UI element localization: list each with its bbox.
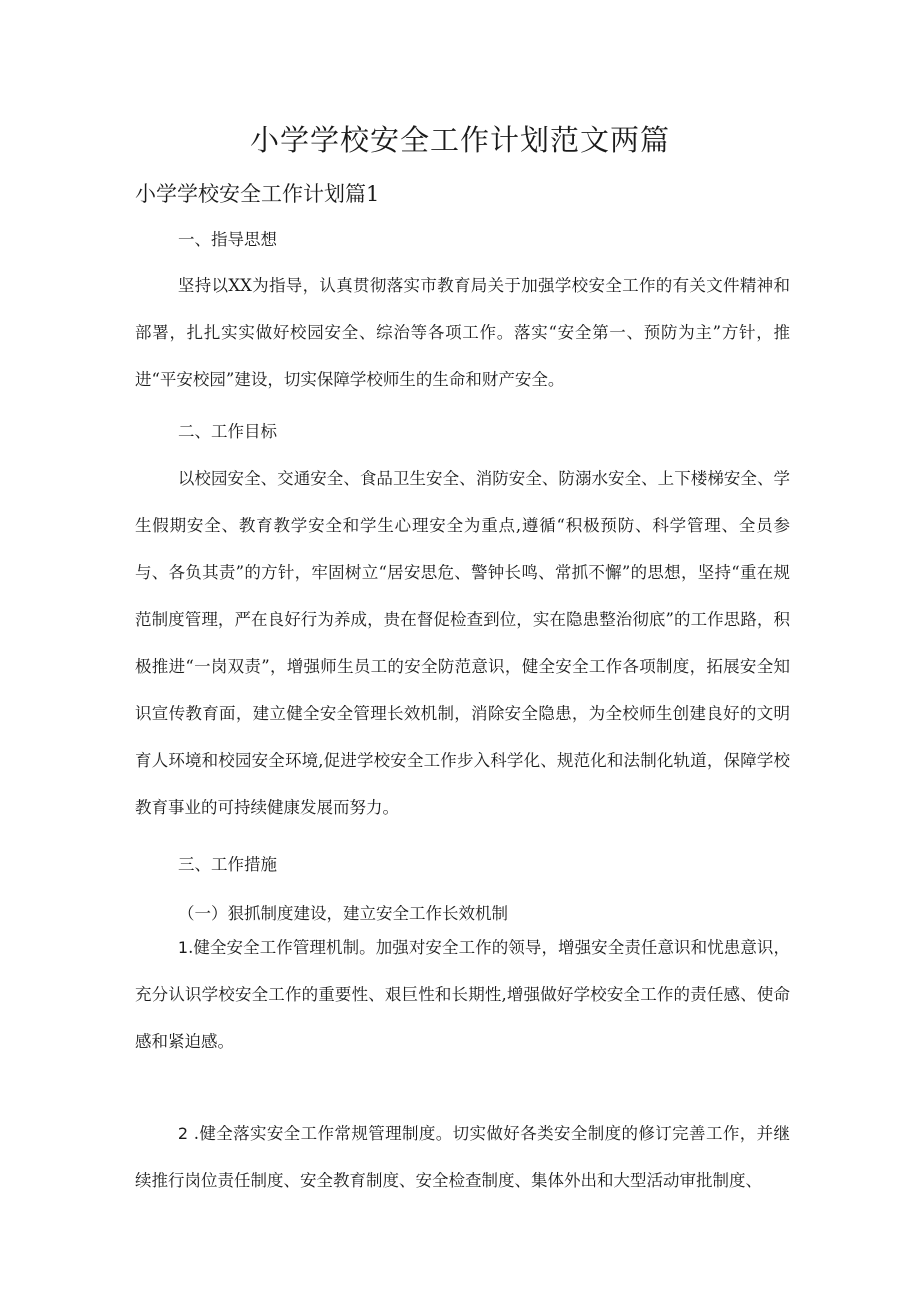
section-paragraph-guiding-ideology: 坚持以XX为指导，认真贯彻落实市教育局关于加强学校安全工作的有关文件精神和部署，扎扎实实做好校园安全、综治等各项工作。落实“安全第一、预防为主”方针，推进“平安校园”建设，切实保障学校师生的生命和财产安全。	[135, 276, 790, 389]
section-paragraph-work-goals: 以校园安全、交通安全、食品卫生安全、消防安全、防溺水安全、上下楼梯安全、学生假期安全、教育教学安全和学生心理安全为重点,遵循“积极预防、科学管理、全员参与、各负其责”的方针，牢固树立“居安思危、警钟长鸣、常抓不懈”的思想，坚持“重在规范制度管理，严在良好行为养成，贵在督促检查到位，实在隐患整治彻底”的工作思路，积极推进“一岗双责”，增强师生员工的安全防范意识，健全安全工作各项制度，拓展安全知识宣传教育面，建立健全安全管理长效机制，消除安全隐患，为全校师生创建良好的文明育人环境和校园安全环境,促进学校安全工作步入科学化、规范化和法制化轨道，保障学校教育事业的可持续健康发展而努力。	[135, 469, 790, 817]
section-heading-work-goals: 二、工作目标	[178, 422, 277, 441]
list-item-2	[135, 1110, 790, 1204]
list-item-1-number: 1	[177, 938, 189, 957]
section-heading-work-measures: 三、工作措施	[178, 855, 277, 874]
list-item-1-text: .健全安全工作管理机制。加强对安全工作的领导，增强安全责任意识和忧患意识，充分认识学校安全工作的重要性、艰巨性和长期性,增强做好学校安全工作的责任感、使命感和紧迫感。	[135, 938, 790, 1051]
subsection-heading-system-building: （一）狠抓制度建设，建立安全工作长效机制	[178, 904, 508, 923]
document-title: 小学学校安全工作计划范文两篇	[249, 123, 670, 157]
section-heading-guiding-ideology: 一、指导思想	[178, 230, 277, 249]
list-item-2-text: .健全落实安全工作常规管理制度。切实做好各类安全制度的修订完善工作，并继续推行岗位责任制度、安全教育制度、安全检查制度、集体外出和大型活动审批制度、	[135, 1124, 790, 1190]
document-subtitle: 小学学校安全工作计划篇1	[135, 182, 380, 206]
list-item-2-number: 2	[177, 1124, 189, 1143]
list-item-1	[135, 924, 790, 1065]
